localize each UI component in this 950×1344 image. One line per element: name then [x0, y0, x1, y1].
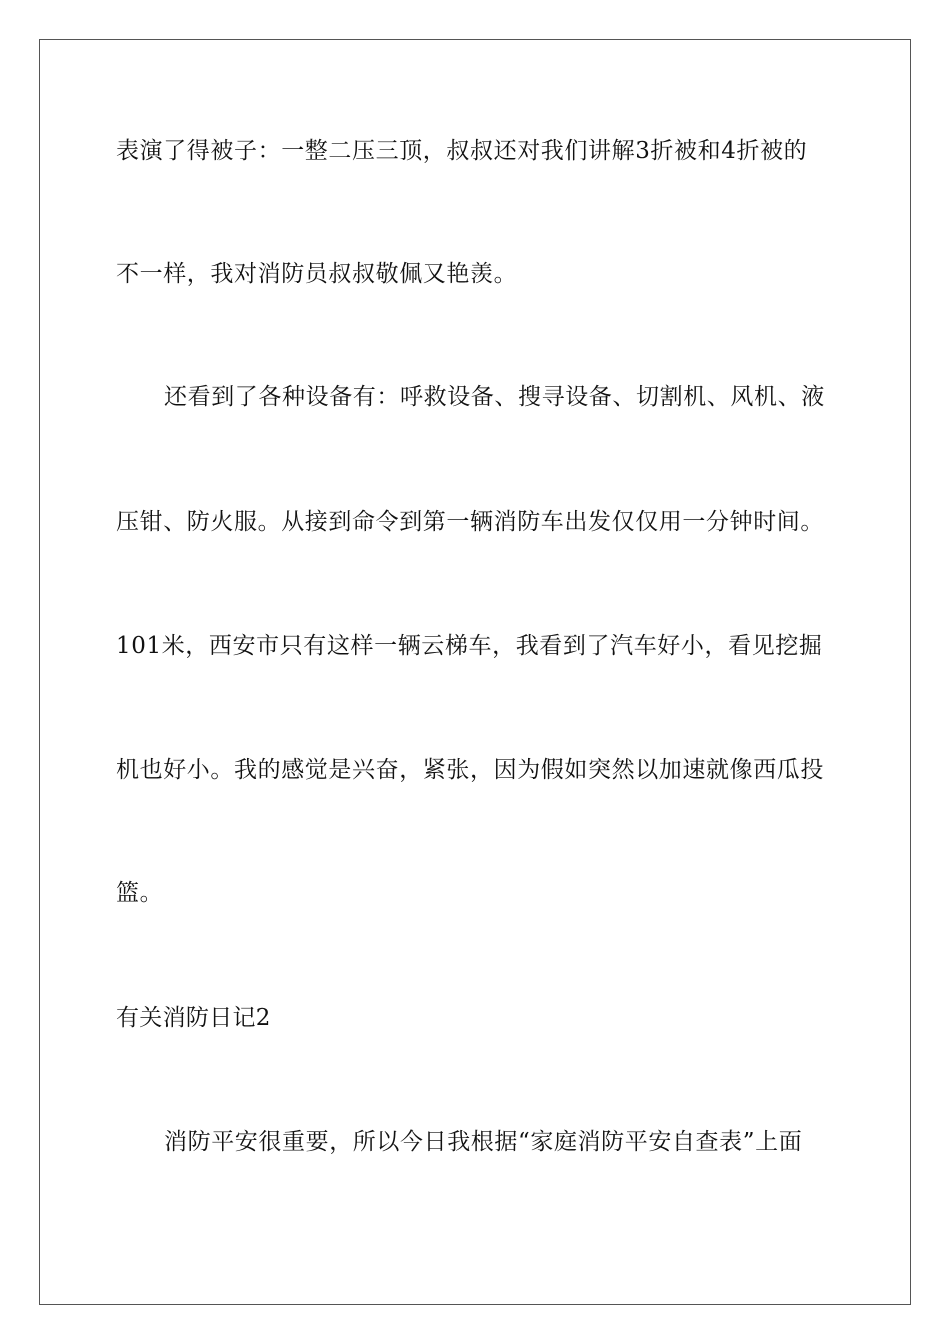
paragraph-line-2: 不一样，我对消防员叔叔敬佩又艳羡。: [116, 261, 518, 287]
section-heading: 有关消防日记2: [116, 1005, 271, 1031]
paragraph-line-7: 篮。: [116, 880, 164, 906]
paragraph-line-3: 还看到了各种设备有：呼救设备、搜寻设备、切割机、风机、液: [164, 384, 825, 410]
paragraph-line-1: 表演了得被子：一整二压三顶，叔叔还对我们讲解3折被和4折被的: [116, 138, 808, 164]
paragraph-line-5: 101米，西安市只有这样一辆云梯车，我看到了汽车好小，看见挖掘: [116, 633, 823, 659]
paragraph-line-6: 机也好小。我的感觉是兴奋，紧张，因为假如突然以加速就像西瓜投: [116, 757, 824, 783]
page-border: [39, 39, 911, 1305]
paragraph-line-8: 消防平安很重要，所以今日我根据“家庭消防平安自查表”上面: [164, 1129, 803, 1155]
paragraph-line-4: 压钳、防火服。从接到命令到第一辆消防车出发仅仅用一分钟时间。: [116, 509, 824, 535]
